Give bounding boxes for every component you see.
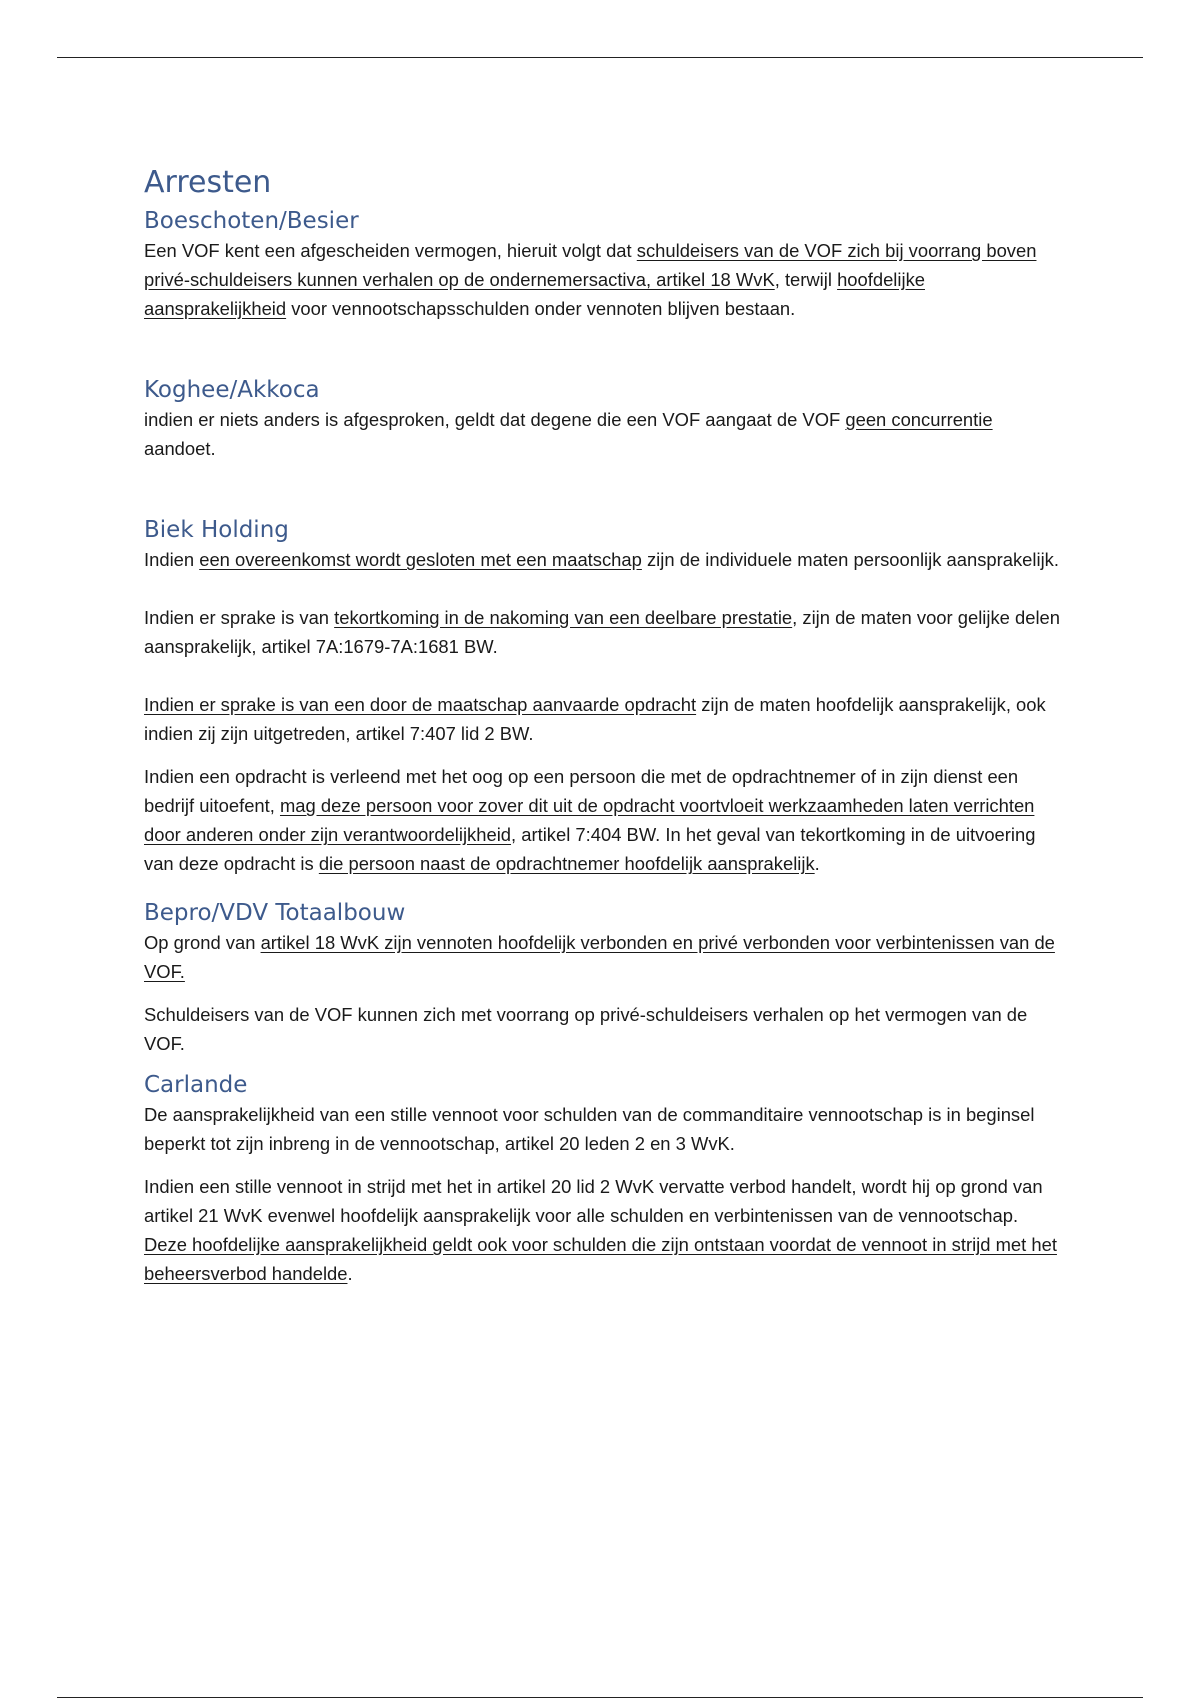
text-run: voor vennootschapsschulden onder vennoten blijven bestaan. — [286, 298, 796, 319]
paragraph — [144, 762, 1064, 878]
underlined-text: een overeenkomst wordt gesloten met een maatschap — [199, 549, 642, 570]
text-run: zijn de individuele maten persoonlijk aansprakelijk. — [641, 549, 1059, 570]
paragraph — [144, 690, 1064, 748]
document-body — [144, 164, 1064, 1288]
case-heading-carlande: Carlande — [144, 1072, 248, 1098]
page-title: Arresten — [144, 165, 272, 200]
underlined-text: hoofdelijke aansprakelijkheid — [144, 269, 925, 319]
paragraph — [144, 928, 1064, 986]
text-run: Op grond van — [144, 932, 261, 953]
footer-rule — [57, 1697, 1143, 1698]
case-heading-boeschoten-besier: Boeschoten/Besier — [144, 208, 359, 234]
text-run: Een VOF kent een afgescheiden vermogen, hieruit volgt dat — [144, 240, 637, 261]
text-run: Indien een stille vennoot in strijd met het in artikel 20 lid 2 WvK vervatte verbod handelt, wordt hij op grond van artikel 21 WvK evenwel hoofdelijk aansprakelijk voor alle schulden en verbintenissen van de vennootschap. — [144, 1176, 1043, 1226]
case-heading-bepro-vdv-totaalbouw: Bepro/VDV Totaalbouw — [144, 900, 406, 926]
text-run: , artikel 7:404 BW. In het geval van tekortkoming in de uitvoering van deze opdracht is — [144, 824, 1036, 874]
underlined-text: die persoon naast de opdrachtnemer hoofdelijk aansprakelijk — [318, 853, 815, 874]
text-run: . — [814, 853, 820, 874]
case-heading-biek-holding: Biek Holding — [144, 517, 289, 543]
underlined-text: Indien er sprake is van een door de maatschap aanvaarde opdracht — [144, 694, 697, 715]
text-run: Schuldeisers van de VOF kunnen zich met voorrang op privé-schuldeisers verhalen op het vermogen van de VOF. — [144, 1004, 1028, 1054]
underlined-text: Deze hoofdelijke aansprakelijkheid geldt ook voor schulden die zijn ontstaan voordat de vennoot in strijd met het beheersverbod handelde — [144, 1234, 1057, 1284]
text-run: Indien er sprake is van — [144, 607, 335, 628]
underlined-text: schuldeisers van de VOF zich bij voorrang boven privé-schuldeisers kunnen verhalen op de ondernemersactiva, artikel 18 WvK — [144, 240, 1037, 290]
paragraph — [144, 405, 1064, 463]
paragraph — [144, 1172, 1064, 1288]
text-run: De aansprakelijkheid van een stille vennoot voor schulden van de commanditaire vennootschap is in beginsel beperkt tot zijn inbreng in de vennootschap, artikel 20 leden 2 en 3 WvK. — [144, 1104, 1035, 1154]
text-run: , zijn de maten voor gelijke delen aansprakelijk, artikel 7A:1679-7A:1681 BW. — [144, 607, 1060, 657]
underlined-text: geen concurrentie — [845, 409, 993, 430]
text-run: indien er niets anders is afgesproken, geldt dat degene die een VOF aangaat de VOF — [144, 409, 846, 430]
paragraph — [144, 1000, 1064, 1058]
text-run: Indien een opdracht is verleend met het oog op een persoon die met de opdrachtnemer of in zijn dienst een bedrijf uitoefent, — [144, 766, 1019, 816]
paragraph — [144, 603, 1064, 661]
text-run: , terwijl — [774, 269, 838, 290]
header-rule — [57, 57, 1143, 58]
underlined-text: tekortkoming in de nakoming van een deelbare prestatie — [334, 607, 793, 628]
paragraph — [144, 1100, 1064, 1158]
case-heading-koghee-akkoca: Koghee/Akkoca — [144, 377, 320, 403]
paragraph — [144, 545, 1064, 574]
text-run: Indien — [144, 549, 200, 570]
text-run: zijn de maten hoofdelijk aansprakelijk, ook indien zij zijn uitgetreden, artikel 7:407 lid 2 BW. — [144, 694, 1046, 744]
underlined-text: mag deze persoon voor zover dit uit de opdracht voortvloeit werkzaamheden laten verrichten door anderen onder zijn verantwoordelijkheid — [144, 795, 1035, 845]
paragraph — [144, 236, 1064, 323]
text-run: aandoet. — [144, 438, 216, 459]
underlined-text: artikel 18 WvK zijn vennoten hoofdelijk verbonden en privé verbonden voor verbintenissen van de VOF. — [144, 932, 1055, 982]
text-run: . — [347, 1263, 353, 1284]
